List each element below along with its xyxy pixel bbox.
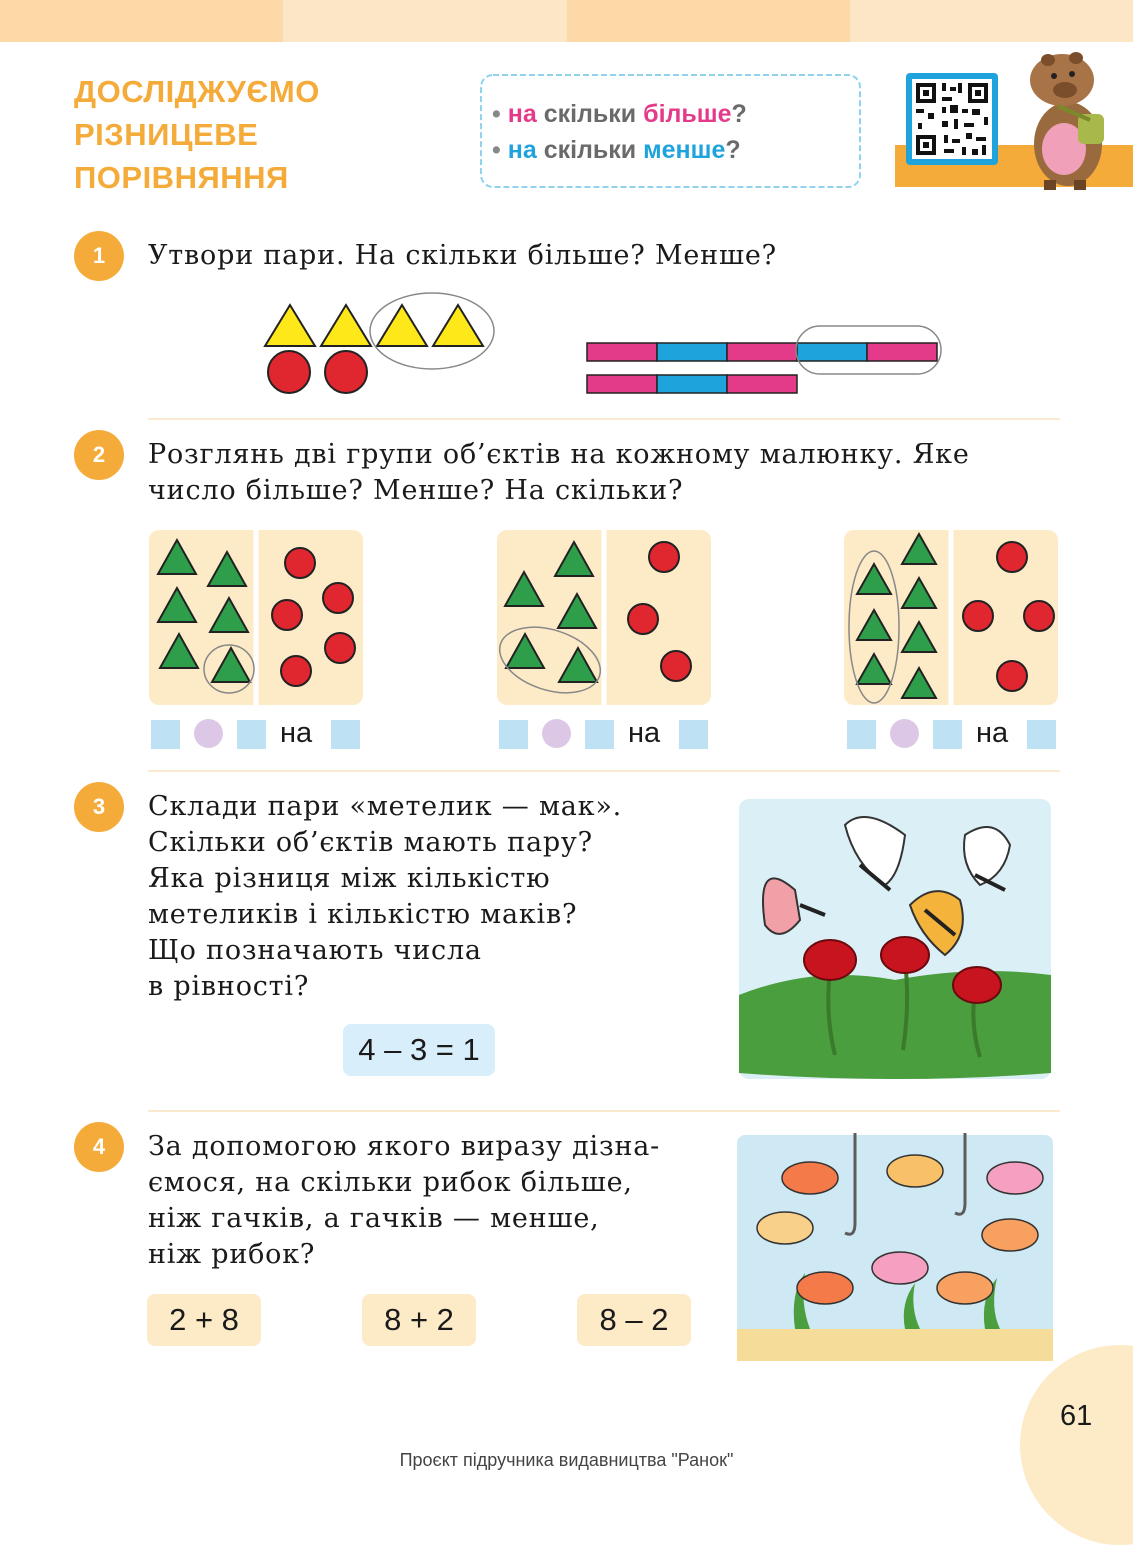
task-1-text: Утвори пари. На скільки більше? Менше? (148, 240, 777, 271)
triangle-icon (433, 305, 483, 346)
page-corner (1020, 1345, 1133, 1545)
task-4-text (148, 1129, 708, 1273)
fish-icon (982, 1219, 1038, 1251)
q-end: ? (725, 136, 741, 164)
task-number-badge: 1 (74, 231, 124, 281)
answer-square[interactable] (847, 720, 876, 749)
text-line: За допомогою якого виразу дізна- (148, 1131, 661, 1162)
triangle-icon (265, 305, 315, 346)
group-panel-3 (844, 530, 1058, 705)
answer-square[interactable] (933, 720, 962, 749)
qr-icon (906, 73, 998, 165)
title-line: ДОСЛІДЖУЄМО (74, 74, 320, 109)
answer-square[interactable] (1027, 720, 1056, 749)
bar-strip-bottom (587, 375, 797, 393)
shapes-group (844, 530, 1058, 705)
fish-icon (872, 1252, 928, 1284)
top-color-band (0, 0, 1133, 42)
text-line: Що позначають числа (148, 935, 482, 966)
fish-icon (987, 1162, 1043, 1194)
section-divider (148, 418, 1060, 420)
title-line: ПОРІВНЯННЯ (74, 160, 289, 195)
answer-square[interactable] (499, 720, 528, 749)
q-mid: скільки (543, 100, 637, 128)
section-divider (148, 770, 1060, 772)
q-mid: скільки (543, 136, 637, 164)
triangle-icon (321, 305, 371, 346)
q-end: ? (731, 100, 747, 128)
butterflies-poppies-picture (735, 795, 1055, 1083)
page-title (74, 70, 374, 199)
text-line: число більше? Менше? На скільки? (148, 475, 684, 506)
circle-icon (325, 351, 367, 393)
text-line: ємося, на скільки рибок більше, (148, 1167, 633, 1198)
expression-option[interactable]: 8 + 2 (362, 1294, 476, 1346)
group-panel-2 (497, 530, 711, 705)
qr-code[interactable] (906, 73, 998, 165)
q-na: на (507, 100, 537, 128)
answer-sign-circle[interactable] (890, 719, 919, 748)
capybara-mascot (1018, 44, 1118, 190)
wavy-frame (478, 72, 863, 190)
na-label: на (280, 717, 313, 749)
q-word: більше (643, 100, 732, 128)
text-line: ніж гачків, а гачків — менше, (148, 1203, 600, 1234)
title-line: РІЗНИЦЕВЕ (74, 117, 259, 152)
answer-square[interactable] (151, 720, 180, 749)
answer-sign-circle[interactable] (542, 719, 571, 748)
yellow-triangles (265, 305, 483, 346)
answer-square[interactable] (237, 720, 266, 749)
section-divider (148, 1110, 1060, 1112)
expression-option[interactable]: 8 – 2 (577, 1294, 691, 1346)
key-questions-box (478, 72, 863, 190)
fish-icon (937, 1272, 993, 1304)
answer-square[interactable] (585, 720, 614, 749)
question-less: • на скільки менше? (492, 136, 741, 164)
fish-icon (797, 1272, 853, 1304)
fish-hooks-picture (735, 1133, 1055, 1363)
q-na: на (507, 136, 537, 164)
task-3-text (148, 789, 708, 1005)
task-2-text (148, 437, 1058, 509)
task-1-illustration (260, 290, 950, 400)
footer-text: Проєкт підручника видавництва "Ранок" (399, 1450, 734, 1470)
task-number-badge: 2 (74, 430, 124, 480)
text-line: метеликів і кількістю маків? (148, 899, 578, 930)
expression-option[interactable]: 2 + 8 (147, 1294, 261, 1346)
shapes-group (497, 530, 711, 705)
fish-icon (757, 1212, 813, 1244)
task-number-badge: 4 (74, 1122, 124, 1172)
task-number-badge: 3 (74, 782, 124, 832)
shapes-group (149, 530, 363, 705)
page-number: 61 (1060, 1400, 1093, 1432)
group-panel-1 (149, 530, 363, 705)
question-more: • на скільки більше? (492, 100, 747, 128)
fish-icon (887, 1155, 943, 1187)
text-line: Яка різниця між кількістю (148, 863, 551, 894)
equation-box: 4 – 3 = 1 (343, 1024, 495, 1076)
triangle-icon (377, 305, 427, 346)
answer-square[interactable] (679, 720, 708, 749)
text-line: Склади пари «метелик — мак». (148, 791, 623, 822)
text-line: в рівності? (148, 971, 310, 1002)
na-label: на (628, 717, 661, 749)
text-line: Розглянь дві групи об’єктів на кожному малюнку. Яке (148, 439, 970, 470)
answer-sign-circle[interactable] (194, 719, 223, 748)
text-line: Скільки об’єктів мають пару? (148, 827, 593, 858)
circle-icon (268, 351, 310, 393)
text-line: ніж рибок? (148, 1239, 316, 1270)
bar-strip-top (587, 343, 937, 361)
answer-square[interactable] (331, 720, 360, 749)
q-word: менше (643, 136, 726, 164)
fish-icon (782, 1162, 838, 1194)
na-label: на (976, 717, 1009, 749)
